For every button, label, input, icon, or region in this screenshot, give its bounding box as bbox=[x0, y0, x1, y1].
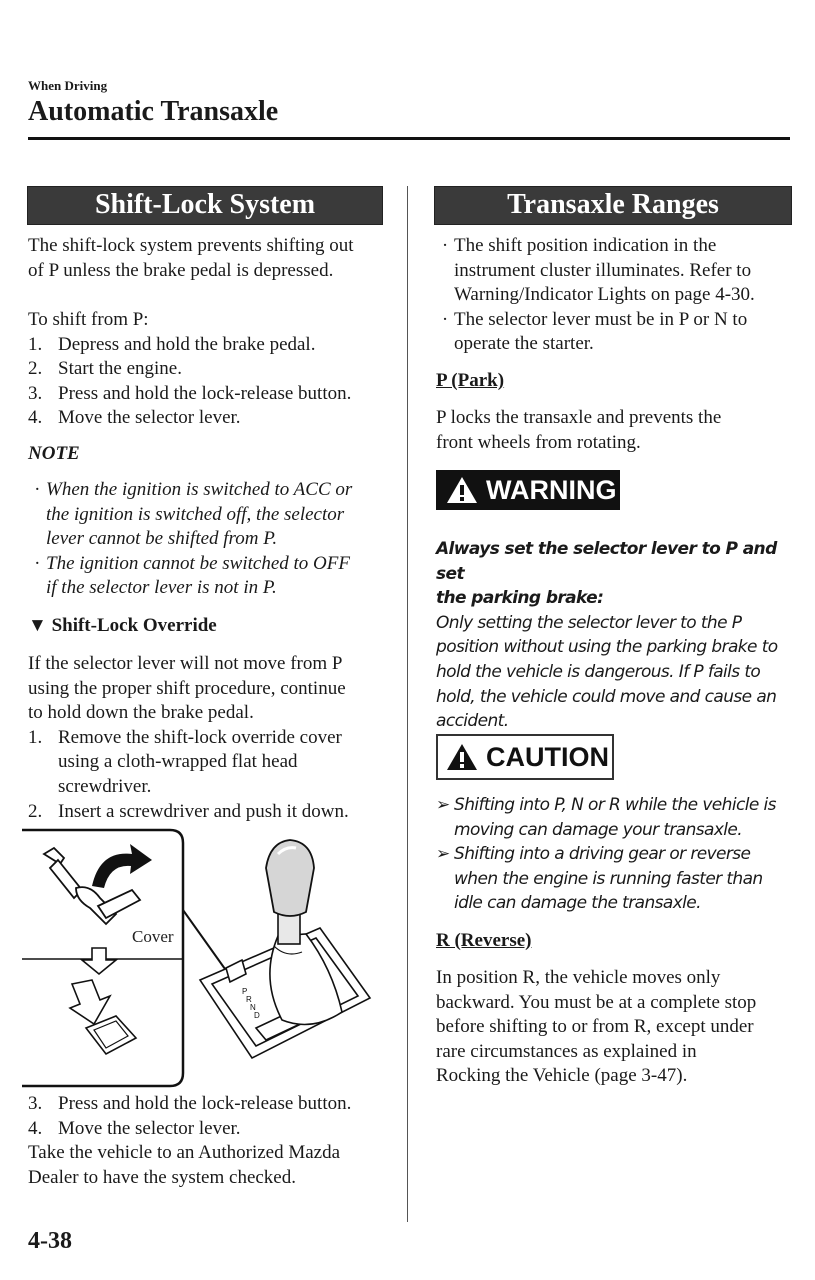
override-line: to hold down the brake pedal. bbox=[28, 702, 254, 724]
list-item bbox=[436, 234, 796, 308]
note-list bbox=[28, 478, 400, 601]
bullet-line: instrument cluster illuminates. Refer to bbox=[454, 259, 752, 281]
chapter-title: Automatic Transaxle bbox=[28, 96, 279, 127]
reverse-line: In position R, the vehicle moves only bbox=[436, 967, 721, 988]
caution-line: when the engine is running faster than bbox=[454, 868, 763, 889]
step-number: 2. bbox=[28, 800, 43, 822]
override-title: Shift-Lock Override bbox=[51, 615, 217, 636]
bullet-line: Warning/Indicator Lights on page 4-30. bbox=[454, 284, 755, 306]
park-text bbox=[436, 406, 796, 455]
step-text: Press and hold the lock-release button. bbox=[58, 382, 352, 404]
reverse-heading: R (Reverse) bbox=[436, 930, 532, 951]
caution-line: moving can damage your transaxle. bbox=[454, 819, 743, 840]
step-number: 3. bbox=[28, 1093, 43, 1114]
svg-text:P: P bbox=[242, 987, 248, 996]
svg-text:N: N bbox=[250, 1003, 256, 1012]
bullet-line: The selector lever must be in P or N to bbox=[454, 308, 748, 330]
triangle-down-icon: ▼ bbox=[28, 615, 47, 636]
list-item bbox=[436, 793, 801, 842]
caution-label: CAUTION bbox=[486, 741, 609, 772]
list-item bbox=[28, 1117, 400, 1142]
step-text: Depress and hold the brake pedal. bbox=[58, 333, 316, 355]
note-line: the ignition is switched off, the selector bbox=[46, 503, 345, 525]
step-line: using a cloth-wrapped flat head bbox=[58, 751, 298, 773]
warning-line: accident. bbox=[436, 711, 509, 732]
note-line: The ignition cannot be switched to OFF bbox=[46, 552, 350, 574]
step-number: 2. bbox=[28, 358, 43, 380]
list-item bbox=[28, 1092, 400, 1117]
intro-line: The shift-lock system prevents shifting out bbox=[28, 235, 354, 256]
step-number: 1. bbox=[28, 726, 43, 748]
step-text: Move the selector lever. bbox=[58, 1117, 241, 1139]
shift-steps-block bbox=[28, 308, 398, 431]
park-line: P locks the transaxle and prevents the bbox=[436, 407, 722, 428]
warning-bold-line: the parking brake: bbox=[436, 588, 604, 609]
note-item bbox=[28, 552, 400, 601]
ranges-bullets bbox=[436, 234, 796, 357]
down-arrow-icon bbox=[82, 948, 116, 974]
intro-line: of P unless the brake pedal is depressed. bbox=[28, 259, 334, 281]
to-shift-label: To shift from P: bbox=[28, 309, 149, 330]
list-item bbox=[436, 308, 796, 357]
warning-line: position without using the parking brake to bbox=[436, 637, 778, 658]
pointer-line bbox=[183, 910, 230, 976]
list-item bbox=[28, 406, 398, 431]
step-number: 4. bbox=[28, 407, 43, 429]
section-label: When Driving bbox=[28, 78, 108, 93]
caution-label-box bbox=[436, 734, 614, 780]
warning-label: WARNING bbox=[486, 474, 617, 505]
step-text: Start the engine. bbox=[58, 358, 182, 380]
note-line: When the ignition is switched to ACC or bbox=[46, 479, 353, 500]
transaxle-ranges-banner: Transaxle Ranges bbox=[434, 186, 792, 225]
bullet-mark: · bbox=[441, 308, 449, 330]
step-number: 3. bbox=[28, 382, 43, 404]
closing-block bbox=[28, 1092, 400, 1190]
step-line: Insert a screwdriver and push it down. bbox=[58, 800, 349, 822]
caution-triangle-icon bbox=[444, 741, 480, 773]
note-line: if the selector lever is not in P. bbox=[46, 577, 277, 599]
override-heading bbox=[28, 615, 217, 637]
curved-arrow-icon bbox=[92, 844, 152, 888]
park-heading: P (Park) bbox=[436, 370, 505, 391]
note-line: lever cannot be shifted from P. bbox=[46, 528, 278, 550]
svg-text:D: D bbox=[254, 1011, 260, 1020]
bullet-line: operate the starter. bbox=[454, 333, 594, 355]
list-item bbox=[28, 357, 398, 382]
warning-line: Only setting the selector lever to the P bbox=[436, 612, 742, 633]
bullet-mark: · bbox=[441, 235, 449, 256]
warning-label-box bbox=[436, 470, 620, 510]
figure-label-cover: Cover bbox=[132, 927, 174, 946]
page-number: 4-38 bbox=[28, 1228, 72, 1254]
reverse-line: backward. You must be at a complete stop bbox=[436, 991, 757, 1013]
step-text: Press and hold the lock-release button. bbox=[58, 1093, 352, 1114]
list-item bbox=[28, 382, 398, 407]
reverse-line: Rocking the Vehicle (page 3-47). bbox=[436, 1065, 688, 1087]
caution-line: idle can damage the transaxle. bbox=[454, 893, 701, 914]
step-line: Remove the shift-lock override cover bbox=[58, 726, 342, 748]
list-item bbox=[28, 800, 400, 825]
override-line: using the proper shift procedure, continue bbox=[28, 677, 346, 699]
step-line: screwdriver. bbox=[58, 775, 152, 797]
caution-line: Shifting into P, N or R while the vehicle is bbox=[454, 795, 776, 815]
reverse-line: rare circumstances as explained in bbox=[436, 1040, 697, 1062]
override-block bbox=[28, 652, 400, 824]
closing-line: Dealer to have the system checked. bbox=[28, 1166, 296, 1188]
warning-text bbox=[436, 537, 801, 734]
svg-text:R: R bbox=[246, 995, 252, 1004]
warning-bold-line: Always set the selector lever to P and set bbox=[436, 539, 777, 584]
shift-lock-override-figure bbox=[20, 828, 380, 1090]
step-number: 1. bbox=[28, 333, 43, 355]
shift-lock-banner: Shift-Lock System bbox=[27, 186, 383, 225]
shift-lock-intro bbox=[28, 234, 398, 283]
closing-line: Take the vehicle to an Authorized Mazda bbox=[28, 1142, 341, 1164]
bullet-line: The shift position indication in the bbox=[454, 235, 717, 256]
cover-piece bbox=[98, 890, 140, 918]
step-text: Move the selector lever. bbox=[58, 407, 241, 429]
bullet-mark: · bbox=[34, 552, 40, 574]
note-title: NOTE bbox=[28, 443, 80, 464]
list-item bbox=[28, 333, 398, 358]
arrow-bullet-icon: ➢ bbox=[436, 795, 450, 815]
reverse-line: before shifting to or from R, except under bbox=[436, 1016, 754, 1038]
header-rule bbox=[28, 137, 790, 140]
park-line: front wheels from rotating. bbox=[436, 431, 641, 453]
override-line: If the selector lever will not move from P bbox=[28, 653, 343, 674]
warning-line: hold the vehicle is dangerous. If P fails to bbox=[436, 661, 761, 682]
reverse-text bbox=[436, 966, 801, 1089]
shift-knob bbox=[266, 840, 314, 916]
warning-triangle-icon bbox=[444, 474, 480, 506]
warning-line: hold, the vehicle could move and cause an bbox=[436, 686, 777, 707]
note-item bbox=[28, 478, 400, 552]
arrow-bullet-icon: ➢ bbox=[436, 844, 450, 865]
caution-list bbox=[436, 793, 801, 916]
column-divider bbox=[407, 186, 408, 1222]
step-number: 4. bbox=[28, 1117, 43, 1139]
bullet-mark: · bbox=[34, 479, 40, 500]
list-item bbox=[436, 842, 801, 916]
caution-line: Shifting into a driving gear or reverse bbox=[454, 844, 751, 865]
push-arrow-icon bbox=[70, 980, 110, 1024]
list-item bbox=[28, 726, 400, 800]
